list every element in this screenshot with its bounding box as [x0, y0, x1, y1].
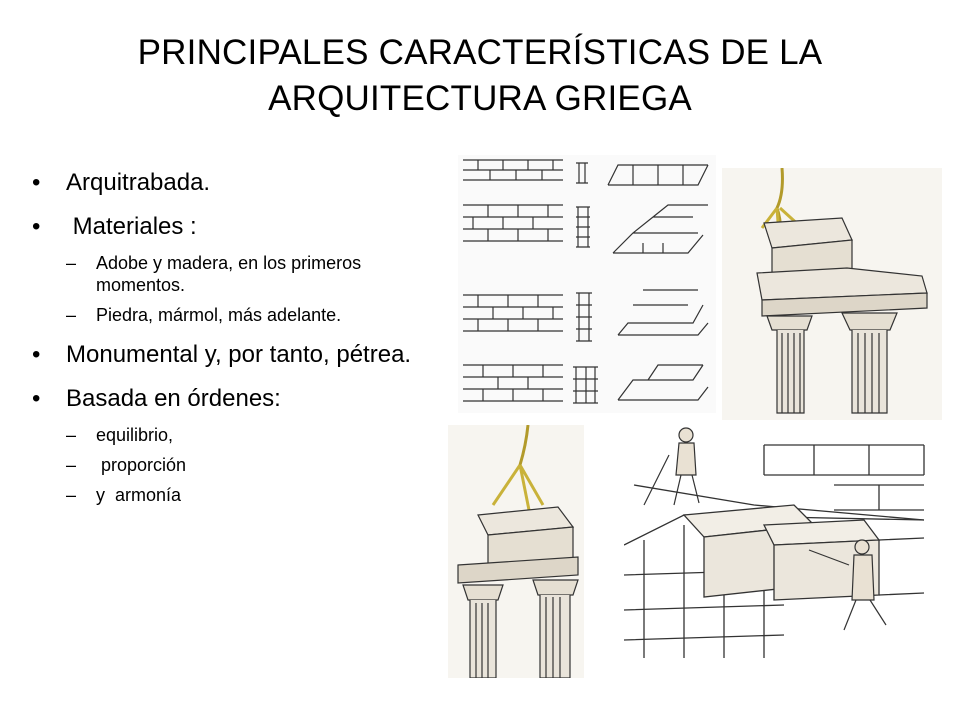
- masonry-bond-drawing: [458, 155, 716, 413]
- bullet-marker: •: [32, 213, 41, 240]
- bullet-item: [30, 168, 430, 198]
- bullet-text: Monumental y, por tanto, pétrea.: [66, 341, 412, 368]
- bullet-list: [30, 168, 430, 520]
- sub-item: [30, 424, 430, 446]
- column-lift-illustration-top: [722, 168, 942, 420]
- bullet-text: Materiales :: [66, 213, 197, 240]
- column-lift-drawing-2: [448, 425, 584, 678]
- bullet-item: [30, 340, 430, 370]
- sub-item: [30, 454, 430, 476]
- bullet-marker: •: [32, 169, 41, 196]
- sub-text: y armonía: [96, 485, 182, 505]
- sub-item: [30, 252, 430, 296]
- workers-masonry-drawing: [624, 425, 930, 658]
- sub-marker: –: [66, 485, 77, 505]
- sub-list: [30, 424, 430, 506]
- bullet-text: Basada en órdenes:: [66, 385, 281, 412]
- workers-masonry-illustration: [624, 425, 930, 658]
- sub-text: equilibrio,: [96, 425, 174, 445]
- sub-item: [30, 304, 430, 326]
- sub-item: [30, 484, 430, 506]
- bullet-item: [30, 384, 430, 414]
- sub-marker: –: [66, 455, 77, 475]
- sub-marker: –: [66, 253, 77, 273]
- title-line-2: ARQUITECTURA GRIEGA: [268, 79, 692, 118]
- slide-title: [40, 30, 920, 122]
- bullet-text: Arquitrabada.: [66, 169, 211, 196]
- masonry-bond-illustration: [458, 155, 716, 413]
- column-lift-drawing: [722, 168, 942, 420]
- sub-marker: –: [66, 425, 77, 445]
- sub-text: proporción: [96, 455, 187, 475]
- sub-list: [30, 252, 430, 326]
- sub-text: Piedra, mármol, más adelante.: [96, 305, 342, 325]
- sub-text: Adobe y madera, en los primeros momentos.: [96, 253, 362, 295]
- title-line-1: PRINCIPALES CARACTERÍSTICAS DE LA: [137, 33, 823, 72]
- bullet-marker: •: [32, 385, 41, 412]
- bullet-item: [30, 212, 430, 242]
- bullet-marker: •: [32, 341, 41, 368]
- column-lift-illustration-bottom: [448, 425, 584, 678]
- sub-marker: –: [66, 305, 77, 325]
